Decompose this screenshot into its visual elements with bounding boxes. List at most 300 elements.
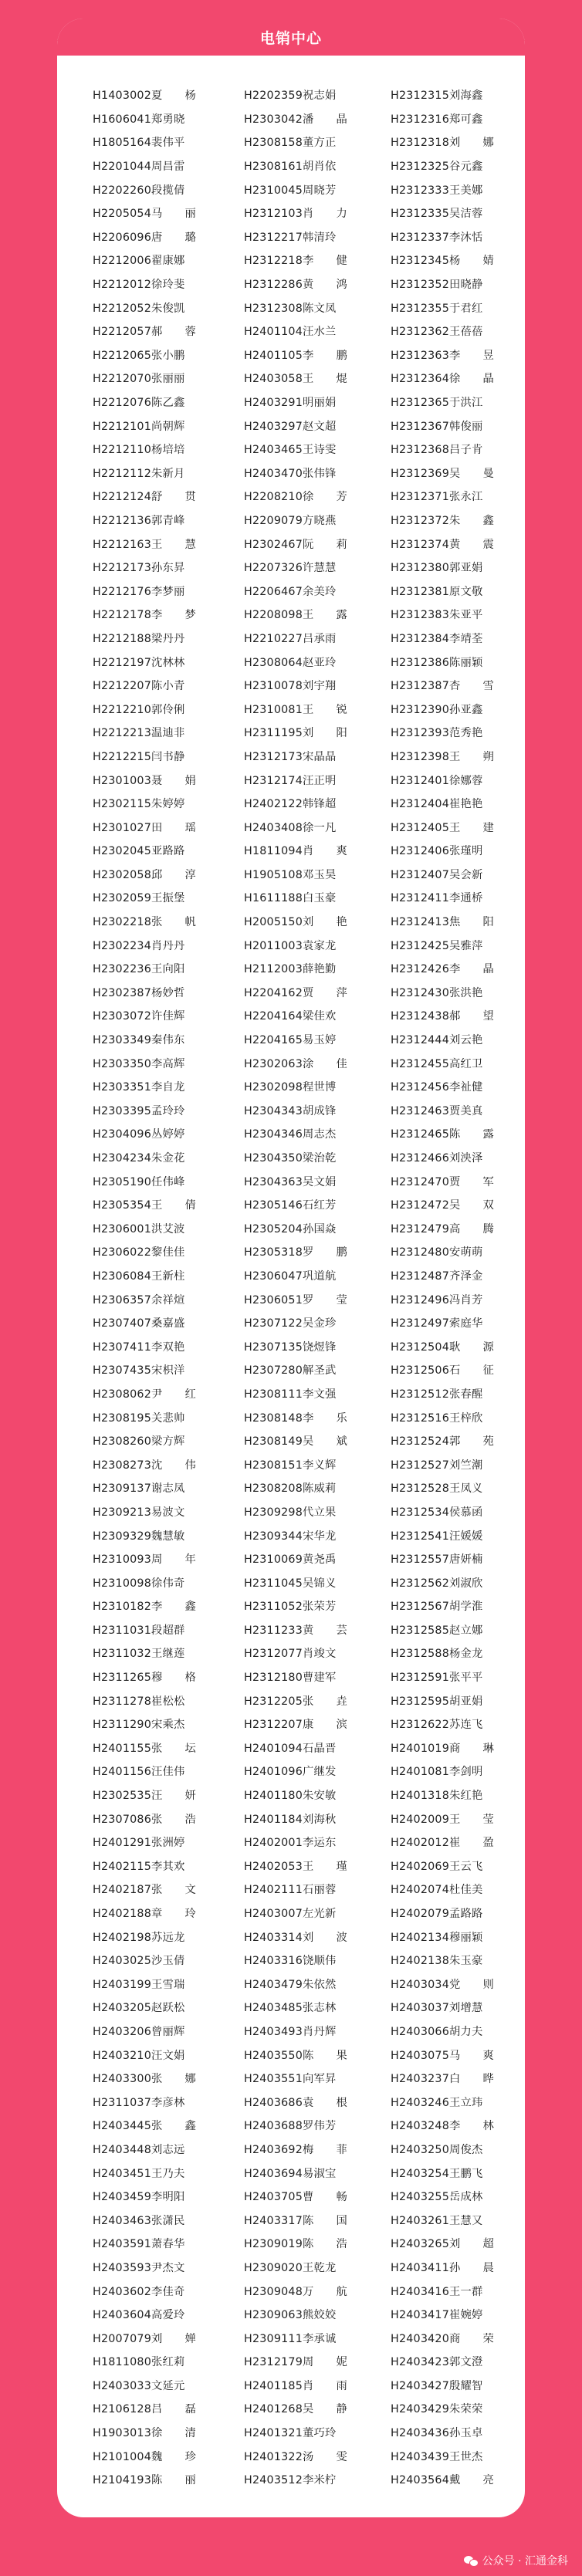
roster-row bbox=[57, 839, 525, 863]
roster-entry: H2401156汪佳伟 bbox=[93, 1766, 185, 1779]
roster-entry: H2312325谷元鑫 bbox=[391, 161, 483, 174]
roster-entry: H2403448刘志远 bbox=[93, 2143, 185, 2156]
roster-entry: H2302098程世博 bbox=[244, 1081, 337, 1094]
roster-entry: H2312103肖 力 bbox=[244, 208, 348, 221]
roster-entry: H2310098徐伟奇 bbox=[93, 1577, 185, 1590]
roster-entry: H2402069王云飞 bbox=[391, 1860, 483, 1873]
roster-entry: H2307135饶煜锋 bbox=[244, 1340, 337, 1354]
roster-entry: H2302059王振堡 bbox=[93, 892, 185, 905]
roster-row bbox=[57, 1358, 525, 1382]
roster-entry: H2310093周 年 bbox=[93, 1553, 197, 1567]
roster-row bbox=[57, 2256, 525, 2280]
roster-entry: H2403007左光新 bbox=[244, 1908, 337, 1921]
roster-row bbox=[57, 461, 525, 485]
roster-entry: H2304346周志杰 bbox=[244, 1128, 337, 1141]
roster-entry: H2204165易玉婷 bbox=[244, 1034, 337, 1047]
roster-row bbox=[57, 1004, 525, 1028]
roster-entry: H2011003袁家龙 bbox=[244, 939, 337, 952]
roster-row bbox=[57, 1641, 525, 1665]
roster-entry: H2403705曹 畅 bbox=[244, 2191, 348, 2204]
roster-entry: H2403465王诗雯 bbox=[244, 444, 337, 457]
roster-entry: H1811080张红莉 bbox=[93, 2356, 185, 2369]
roster-entry: H2401318朱红艳 bbox=[391, 1790, 483, 1803]
roster-entry: H2311045吴锦义 bbox=[244, 1577, 337, 1590]
roster-entry: H2309019陈 浩 bbox=[244, 2238, 348, 2251]
roster-entry: H2403459李明阳 bbox=[93, 2191, 185, 2204]
roster-entry: H2310078刘宇翔 bbox=[244, 680, 337, 693]
roster-entry: H2212163王 慧 bbox=[93, 538, 197, 551]
roster-entry: H2206096唐 璐 bbox=[93, 231, 197, 244]
roster-row bbox=[57, 2303, 525, 2327]
roster-entry: H2309329魏慧敏 bbox=[93, 1530, 185, 1543]
roster-entry: H2209079方晓燕 bbox=[244, 514, 337, 527]
roster-entry: H2403564戴 亮 bbox=[391, 2474, 495, 2487]
roster-entry: H2212006翟康娜 bbox=[93, 255, 185, 268]
roster-entry: H2403300张 娜 bbox=[93, 2073, 197, 2086]
roster-entry: H2312463贾美真 bbox=[391, 1104, 483, 1117]
roster-entry: H2304350梁治乾 bbox=[244, 1152, 337, 1165]
roster-card bbox=[57, 19, 525, 2517]
roster-entry: H2403470张伟锋 bbox=[244, 467, 337, 480]
roster-entry: H2312404崔艳艳 bbox=[391, 798, 483, 811]
roster-entry: H2312286黄 鸿 bbox=[244, 279, 348, 292]
roster-row bbox=[57, 2043, 525, 2067]
roster-entry: H2308111李文强 bbox=[244, 1388, 337, 1401]
roster-entry: H2403692梅 菲 bbox=[244, 2143, 348, 2156]
roster-entry: H2312496冯肖芳 bbox=[391, 1293, 483, 1307]
roster-entry: H2403593尹杰文 bbox=[93, 2261, 185, 2274]
roster-row bbox=[57, 2374, 525, 2398]
roster-row bbox=[57, 1264, 525, 1288]
roster-entry: H2212197沈林林 bbox=[93, 656, 185, 669]
roster-row bbox=[57, 2067, 525, 2091]
roster-entry: H2403316饶顺伟 bbox=[244, 1955, 337, 1968]
roster-row bbox=[57, 248, 525, 272]
roster-entry: H2403255岳成林 bbox=[391, 2191, 483, 2204]
roster-entry: H2402111石丽蓉 bbox=[244, 1884, 337, 1897]
roster-row bbox=[57, 1973, 525, 1996]
roster-entry: H2312401徐娜蓉 bbox=[391, 774, 483, 787]
roster-entry: H2312426李 晶 bbox=[391, 963, 495, 976]
employee-roster-grid bbox=[57, 56, 525, 2492]
roster-entry: H2310069黄尧禹 bbox=[244, 1553, 337, 1567]
roster-row bbox=[57, 2138, 525, 2162]
roster-entry: H2311233黄 芸 bbox=[244, 1624, 348, 1637]
roster-entry: H2403686袁 根 bbox=[244, 2096, 348, 2109]
roster-entry: H2304096丛婷婷 bbox=[93, 1128, 185, 1141]
roster-row bbox=[57, 603, 525, 627]
roster-row bbox=[57, 886, 525, 910]
roster-entry: H2312173宋晶晶 bbox=[244, 750, 337, 763]
roster-entry: H2312455高红卫 bbox=[391, 1057, 483, 1070]
roster-entry: H2403034党 则 bbox=[391, 1978, 495, 1991]
roster-entry: H2303351李自龙 bbox=[93, 1081, 185, 1094]
roster-row bbox=[57, 792, 525, 816]
roster-entry: H2311290宋乘杰 bbox=[93, 1719, 185, 1732]
roster-entry: H2309020王乾龙 bbox=[244, 2261, 337, 2274]
roster-entry: H2302467阮 莉 bbox=[244, 538, 348, 551]
roster-entry: H2312557唐妍楠 bbox=[391, 1553, 483, 1567]
roster-entry: H2401322汤 雯 bbox=[244, 2450, 348, 2463]
roster-entry: H2312315刘海鑫 bbox=[391, 90, 483, 103]
roster-entry: H2308149吴 斌 bbox=[244, 1435, 348, 1449]
roster-entry: H2403297赵文超 bbox=[244, 420, 337, 433]
roster-entry: H2312369吴 曼 bbox=[391, 467, 495, 480]
roster-entry: H2401104汪水兰 bbox=[244, 326, 337, 339]
roster-entry: H2204162贾 萍 bbox=[244, 986, 348, 999]
roster-entry: H2302234肖丹丹 bbox=[93, 939, 185, 952]
roster-entry: H2305146石红芳 bbox=[244, 1199, 337, 1212]
roster-row bbox=[57, 1902, 525, 1925]
roster-entry: H2403694易淑宝 bbox=[244, 2167, 337, 2180]
roster-entry: H2402134穆丽颖 bbox=[391, 1931, 483, 1944]
roster-entry: H2312390孙亚鑫 bbox=[391, 703, 483, 716]
roster-entry: H2302115朱婷婷 bbox=[93, 798, 185, 811]
roster-row bbox=[57, 272, 525, 296]
roster-row bbox=[57, 556, 525, 580]
roster-entry: H2310081王 锐 bbox=[244, 703, 348, 716]
roster-entry: H2312333王美娜 bbox=[391, 184, 483, 197]
roster-entry: H2402009王 莹 bbox=[391, 1813, 495, 1826]
roster-entry: H2207326许慧慧 bbox=[244, 562, 337, 575]
roster-entry: H2403246王立玮 bbox=[391, 2096, 483, 2109]
roster-entry: H2312466刘泱泽 bbox=[391, 1152, 483, 1165]
roster-row bbox=[57, 1618, 525, 1642]
roster-entry: H2402012崔 盈 bbox=[391, 1837, 495, 1850]
roster-row bbox=[57, 1075, 525, 1099]
roster-entry: H2312444刘云艳 bbox=[391, 1034, 483, 1047]
roster-row bbox=[57, 130, 525, 154]
roster-entry: H2312316郑可鑫 bbox=[391, 113, 483, 126]
roster-entry: H2212213温迪非 bbox=[93, 727, 185, 740]
roster-entry: H2312363李 昱 bbox=[391, 349, 495, 362]
footer-watermark bbox=[464, 2553, 568, 2568]
roster-entry: H2305190任伟峰 bbox=[93, 1175, 185, 1188]
roster-entry: H1811094肖 爽 bbox=[244, 845, 348, 858]
roster-entry: H2403688罗伟芳 bbox=[244, 2120, 337, 2133]
roster-row bbox=[57, 1760, 525, 1783]
roster-row bbox=[57, 1051, 525, 1075]
roster-entry: H2212112朱新月 bbox=[93, 467, 185, 480]
roster-row bbox=[57, 1736, 525, 1760]
roster-entry: H1903013徐 清 bbox=[93, 2427, 197, 2440]
roster-entry: H2312368吕子肯 bbox=[391, 444, 483, 457]
roster-row bbox=[57, 815, 525, 839]
roster-entry: H2312362王蓓蓓 bbox=[391, 326, 483, 339]
roster-row bbox=[57, 1996, 525, 2020]
roster-entry: H2312411李通桥 bbox=[391, 892, 483, 905]
roster-entry: H2303349秦伟东 bbox=[93, 1034, 185, 1047]
roster-entry: H2403037刘增慧 bbox=[391, 2002, 483, 2015]
roster-entry: H2312381原文敬 bbox=[391, 585, 483, 598]
roster-entry: H2402079孟路路 bbox=[391, 1908, 483, 1921]
roster-entry: H2301027田 瑶 bbox=[93, 821, 197, 834]
roster-row bbox=[57, 1146, 525, 1170]
roster-entry: H2208098王 露 bbox=[244, 609, 348, 622]
roster-entry: H2401094石晶晋 bbox=[244, 1742, 337, 1755]
roster-row bbox=[57, 1287, 525, 1311]
roster-entry: H2312430张洪艳 bbox=[391, 986, 483, 999]
roster-row bbox=[57, 1476, 525, 1500]
roster-entry: H2401096广继发 bbox=[244, 1766, 337, 1779]
roster-row bbox=[57, 1807, 525, 1831]
roster-entry: H2312205张 垚 bbox=[244, 1695, 348, 1708]
roster-entry: H2403420商 荣 bbox=[391, 2332, 495, 2345]
roster-entry: H2312567胡学淮 bbox=[391, 1601, 483, 1614]
roster-entry: H2302063涂 佳 bbox=[244, 1057, 348, 1070]
roster-entry: H2310045周晓芳 bbox=[244, 184, 337, 197]
roster-entry: H2301003聂 娟 bbox=[93, 774, 197, 787]
roster-entry: H2306084王新柱 bbox=[93, 1269, 185, 1283]
roster-row bbox=[57, 1334, 525, 1358]
roster-entry: H2312524郭 苑 bbox=[391, 1435, 495, 1449]
roster-entry: H2304234朱金花 bbox=[93, 1152, 185, 1165]
roster-entry: H2312470贾 军 bbox=[391, 1175, 495, 1188]
roster-row bbox=[57, 1429, 525, 1453]
roster-entry: H2401291张洲婷 bbox=[93, 1837, 185, 1850]
roster-row bbox=[57, 201, 525, 225]
roster-entry: H2403291明丽娟 bbox=[244, 397, 337, 410]
roster-entry: H2312413焦 阳 bbox=[391, 916, 495, 929]
roster-entry: H2403591萧春华 bbox=[93, 2238, 185, 2251]
roster-entry: H2303042潘 晶 bbox=[244, 113, 348, 126]
roster-row bbox=[57, 627, 525, 651]
roster-row bbox=[57, 1831, 525, 1854]
roster-entry: H2312380郭亚娟 bbox=[391, 562, 483, 575]
roster-entry: H2312528王凤义 bbox=[391, 1482, 483, 1496]
roster-row bbox=[57, 2208, 525, 2232]
roster-entry: H2312218李 健 bbox=[244, 255, 348, 268]
roster-entry: H1403002夏 杨 bbox=[93, 90, 197, 103]
roster-entry: H2403427殷耀智 bbox=[391, 2379, 483, 2392]
roster-entry: H2403485张志林 bbox=[244, 2002, 337, 2015]
roster-entry: H2312174汪正明 bbox=[244, 774, 337, 787]
roster-entry: H2212207陈小青 bbox=[93, 680, 185, 693]
roster-entry: H2303072许佳辉 bbox=[93, 1010, 185, 1023]
roster-entry: H2112003薛艳勤 bbox=[244, 963, 337, 976]
roster-entry: H2309137谢志凤 bbox=[93, 1482, 185, 1496]
roster-entry: H2212057郝 蓉 bbox=[93, 326, 197, 339]
roster-entry: H2302535汪 妍 bbox=[93, 1790, 197, 1803]
roster-entry: H2312506石 征 bbox=[391, 1364, 495, 1378]
roster-entry: H2312504耿 源 bbox=[391, 1340, 495, 1354]
roster-entry: H2307122吴金珍 bbox=[244, 1317, 337, 1330]
roster-entry: H2401155张 坛 bbox=[93, 1742, 197, 1755]
roster-entry: H2403199王雪瑞 bbox=[93, 1978, 185, 1991]
roster-entry: H2312335吴洁蓉 bbox=[391, 208, 483, 221]
roster-entry: H2403436孙玉卓 bbox=[391, 2427, 483, 2440]
roster-entry: H2312487齐泽金 bbox=[391, 1269, 483, 1283]
roster-entry: H2403423郭文澄 bbox=[391, 2356, 483, 2369]
roster-entry: H2403033文延元 bbox=[93, 2379, 185, 2392]
roster-entry: H2401019商 琳 bbox=[391, 1742, 495, 1755]
roster-row bbox=[57, 697, 525, 721]
roster-entry: H2312217韩清玲 bbox=[244, 231, 337, 244]
roster-entry: H2312398王 朔 bbox=[391, 750, 495, 763]
roster-entry: H2302058邱 淳 bbox=[93, 868, 197, 881]
header-title: 电销中心 bbox=[259, 29, 322, 47]
roster-entry: H2402053王 瑾 bbox=[244, 1860, 348, 1873]
roster-row bbox=[57, 768, 525, 792]
roster-entry: H2403237白 晔 bbox=[391, 2073, 495, 2086]
roster-row bbox=[57, 177, 525, 201]
roster-entry: H2312355于君红 bbox=[391, 302, 483, 315]
roster-entry: H2312472吴 双 bbox=[391, 1199, 495, 1212]
roster-row bbox=[57, 1712, 525, 1736]
roster-entry: H2403265刘 超 bbox=[391, 2238, 495, 2251]
roster-row bbox=[57, 2090, 525, 2114]
roster-entry: H2312371张永江 bbox=[391, 491, 483, 504]
roster-row bbox=[57, 2326, 525, 2350]
roster-entry: H2402115李其欢 bbox=[93, 1860, 185, 1873]
roster-entry: H2402188章 玲 bbox=[93, 1908, 197, 1921]
roster-entry: H2309111李承诚 bbox=[244, 2332, 337, 2345]
roster-entry: H2307407桑嘉盛 bbox=[93, 1317, 185, 1330]
roster-row bbox=[57, 1547, 525, 1571]
roster-row bbox=[57, 674, 525, 698]
roster-entry: H2403604高爱玲 bbox=[93, 2309, 185, 2322]
roster-entry: H2304343胡成锋 bbox=[244, 1104, 337, 1117]
roster-entry: H2403479朱依然 bbox=[244, 1978, 337, 1991]
roster-entry: H2306047巩道航 bbox=[244, 1269, 337, 1283]
roster-row bbox=[57, 1099, 525, 1123]
roster-entry: H2312512张春醒 bbox=[391, 1388, 483, 1401]
roster-row bbox=[57, 319, 525, 343]
roster-row bbox=[57, 414, 525, 438]
roster-entry: H2402198苏远龙 bbox=[93, 1931, 185, 1944]
roster-row bbox=[57, 650, 525, 674]
roster-row bbox=[57, 367, 525, 390]
roster-entry: H2312207康 滨 bbox=[244, 1719, 348, 1732]
roster-row bbox=[57, 1500, 525, 1524]
roster-entry: H2206467余美玲 bbox=[244, 585, 337, 598]
roster-entry: H2312516王梓欣 bbox=[391, 1411, 483, 1425]
roster-row bbox=[57, 1122, 525, 1146]
roster-entry: H2212110杨培培 bbox=[93, 444, 185, 457]
roster-entry: H2311032王继莲 bbox=[93, 1648, 185, 1661]
roster-row bbox=[57, 107, 525, 131]
roster-entry: H2308148李 乐 bbox=[244, 1411, 348, 1425]
roster-entry: H2312406张瑾明 bbox=[391, 845, 483, 858]
roster-entry: H2403254王鹏飞 bbox=[391, 2167, 483, 2180]
roster-row bbox=[57, 2421, 525, 2445]
roster-entry: H2311195刘 阳 bbox=[244, 727, 348, 740]
roster-entry: H2308161胡肖依 bbox=[244, 161, 337, 174]
roster-entry: H2212076陈乙鑫 bbox=[93, 397, 185, 410]
roster-entry: H1805164裴伟平 bbox=[93, 137, 185, 150]
roster-row bbox=[57, 1193, 525, 1217]
roster-entry: H2401105李 鹏 bbox=[244, 349, 348, 362]
roster-row bbox=[57, 1311, 525, 1335]
roster-entry: H2201044周昌雷 bbox=[93, 161, 185, 174]
roster-entry: H2312365于洪江 bbox=[391, 397, 483, 410]
roster-entry: H2403451王乃夫 bbox=[93, 2167, 185, 2180]
roster-entry: H2210227吕承雨 bbox=[244, 632, 337, 645]
roster-row bbox=[57, 1217, 525, 1241]
roster-row bbox=[57, 1405, 525, 1429]
roster-entry: H2312585赵立娜 bbox=[391, 1624, 483, 1637]
roster-row bbox=[57, 1240, 525, 1264]
roster-row bbox=[57, 2114, 525, 2138]
roster-row bbox=[57, 1452, 525, 1476]
roster-entry: H2403439王世杰 bbox=[391, 2450, 483, 2463]
roster-entry: H1905108邓玉昊 bbox=[244, 868, 337, 881]
roster-entry: H2312527刘竺潮 bbox=[391, 1459, 483, 1472]
roster-entry: H2311031段超群 bbox=[93, 1624, 185, 1637]
roster-entry: H2212215闫书静 bbox=[93, 750, 185, 763]
roster-entry: H2403205赵跃松 bbox=[93, 2002, 185, 2015]
roster-entry: H2307280解圣武 bbox=[244, 1364, 337, 1378]
roster-entry: H2306357余祥煊 bbox=[93, 1293, 185, 1307]
roster-row bbox=[57, 1028, 525, 1052]
roster-entry: H2402074杜佳美 bbox=[391, 1884, 483, 1897]
roster-entry: H2312456李祉健 bbox=[391, 1081, 483, 1094]
roster-entry: H2401081李剑明 bbox=[391, 1766, 483, 1779]
roster-entry: H2302236王向阳 bbox=[93, 963, 185, 976]
roster-row bbox=[57, 1382, 525, 1406]
roster-entry: H2007079刘 婵 bbox=[93, 2332, 197, 2345]
roster-entry: H2403493肖丹辉 bbox=[244, 2025, 337, 2038]
roster-entry: H2312407吴会新 bbox=[391, 868, 483, 881]
roster-row bbox=[57, 2020, 525, 2044]
roster-entry: H2401184刘海秋 bbox=[244, 1813, 337, 1826]
roster-row bbox=[57, 343, 525, 367]
roster-entry: H2403210汪文娟 bbox=[93, 2049, 185, 2062]
roster-row bbox=[57, 485, 525, 509]
roster-entry: H2403551向军昇 bbox=[244, 2073, 337, 2086]
roster-entry: H2403602李佳奇 bbox=[93, 2285, 185, 2298]
roster-entry: H2202260段揽倩 bbox=[93, 184, 185, 197]
roster-row bbox=[57, 1665, 525, 1689]
roster-entry: H2312465陈 露 bbox=[391, 1128, 495, 1141]
roster-entry: H2305318罗 鹏 bbox=[244, 1246, 348, 1259]
roster-entry: H2309048万 航 bbox=[244, 2285, 348, 2298]
roster-entry: H2309344宋华龙 bbox=[244, 1530, 337, 1543]
roster-entry: H2312622苏连飞 bbox=[391, 1719, 483, 1732]
roster-entry: H2307435宋枳洋 bbox=[93, 1364, 185, 1378]
roster-row bbox=[57, 2468, 525, 2492]
roster-entry: H2312372朱 鑫 bbox=[391, 514, 495, 527]
roster-row bbox=[57, 390, 525, 414]
roster-entry: H2403058王 焜 bbox=[244, 373, 348, 386]
roster-row bbox=[57, 2397, 525, 2421]
roster-row bbox=[57, 1878, 525, 1902]
roster-row bbox=[57, 1570, 525, 1594]
roster-entry: H2403550陈 果 bbox=[244, 2049, 348, 2062]
wechat-icon bbox=[464, 2555, 478, 2566]
roster-entry: H2212188梁丹丹 bbox=[93, 632, 185, 645]
roster-entry: H2302045亚路路 bbox=[93, 845, 185, 858]
roster-entry: H2403025沙玉倩 bbox=[93, 1955, 185, 1968]
roster-row bbox=[57, 1949, 525, 1973]
roster-entry: H2104193陈 丽 bbox=[93, 2474, 197, 2487]
roster-entry: H2312562刘淑欣 bbox=[391, 1577, 483, 1590]
roster-row bbox=[57, 721, 525, 745]
roster-entry: H2403317陈 国 bbox=[244, 2214, 348, 2227]
roster-row bbox=[57, 1594, 525, 1618]
roster-row bbox=[57, 981, 525, 1005]
roster-entry: H2309063熊姣姣 bbox=[244, 2309, 337, 2322]
roster-entry: H2403248李 林 bbox=[391, 2120, 495, 2133]
roster-entry: H2212176李梦丽 bbox=[93, 585, 185, 598]
roster-row bbox=[57, 1689, 525, 1712]
roster-entry: H2306022黎佳佳 bbox=[93, 1246, 185, 1259]
roster-entry: H2212124舒 贯 bbox=[93, 491, 197, 504]
roster-entry: H2306051罗 莹 bbox=[244, 1293, 348, 1307]
roster-entry: H2312179周 妮 bbox=[244, 2356, 348, 2369]
roster-entry: H2403417崔婉婷 bbox=[391, 2309, 483, 2322]
roster-entry: H2311037李彦林 bbox=[93, 2096, 185, 2109]
